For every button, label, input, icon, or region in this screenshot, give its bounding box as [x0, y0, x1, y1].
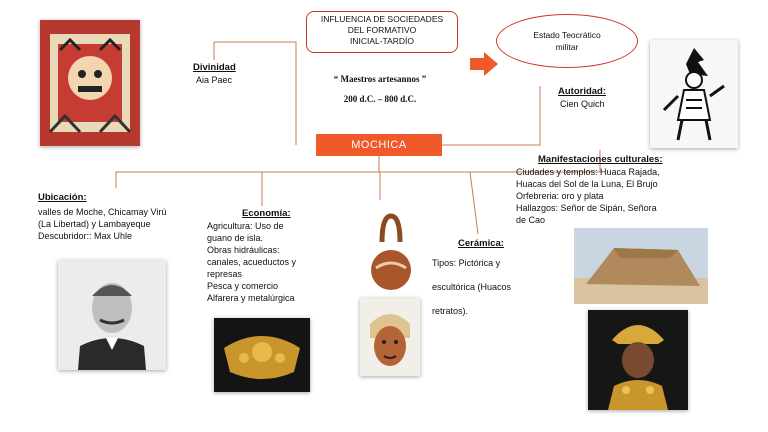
economia-line: guano de isla. [207, 233, 264, 243]
center-quote: “ Maestros artesannos ” [333, 74, 427, 84]
economia-line: Obras hidráulicas: [207, 245, 280, 255]
max-uhle-portrait-image [58, 260, 166, 370]
autoridad-text: Cien Quich [560, 99, 605, 109]
portrait-huaco-image [360, 298, 420, 376]
economia-text [207, 220, 325, 304]
ceramica-text [432, 251, 532, 323]
ubicacion-text [38, 206, 198, 242]
state-line: militar [555, 42, 579, 52]
ceramica-line: escultórica (Huacos [432, 282, 512, 292]
economia-line: Alfarera y metalúrgica [207, 293, 295, 303]
divinidad-text: Aia Paec [196, 75, 233, 85]
economia-heading: Economía: [242, 208, 291, 219]
divinidad-heading: Divinidad [193, 62, 236, 73]
cie-quich-drawing-image [650, 40, 738, 148]
manifestaciones-line: Ciudades y templos: Huaca Rajada, [516, 167, 660, 177]
aia-paec-textile-image [40, 20, 140, 146]
economia-line: Agricultura: Uso de [207, 221, 284, 231]
title-box [306, 11, 458, 53]
autoridad-heading: Autoridad: [558, 86, 607, 97]
ubicacion-line: (La Libertad) y Lambayeque [38, 219, 151, 229]
arrow-right-icon [470, 52, 498, 76]
manifestaciones-heading: Manifestaciones culturales: [538, 154, 663, 165]
mochica-label: MOCHICA [316, 134, 442, 156]
economia-line: canales, acueductos y [207, 257, 297, 267]
ubicacion-heading: Ubicación: [38, 192, 87, 203]
state-line: Estado Teocrático [533, 30, 601, 40]
center-dates: 200 d.C. – 800 d.C. [343, 94, 417, 104]
ceramica-line: Tipos: Pictórica y [432, 258, 501, 268]
economia-line: represas [207, 269, 243, 279]
title-line: INICIAL-TARDÍO [349, 36, 415, 46]
state-oval [496, 14, 638, 68]
gold-ornament-image [214, 318, 310, 392]
title-line: INFLUENCIA DE SOCIEDADES [320, 14, 444, 24]
ceramica-line: retratos). [432, 306, 469, 316]
manifestaciones-line: Orfebreria: oro y plata [516, 191, 604, 201]
economia-line: Pesca y comercio [207, 281, 279, 291]
ceramica-heading: Cerámica: [458, 238, 504, 249]
title-line: DEL FORMATIVO [347, 25, 417, 35]
stirrup-vessel-image [368, 212, 414, 294]
manifestaciones-line: Hallazgos: Señor de Sipán, Señora [516, 203, 657, 213]
manifestaciones-text [516, 166, 716, 226]
manifestaciones-line: de Cao [516, 215, 546, 225]
manifestaciones-line: Huacas del Sol de la Luna, El Brujo [516, 179, 658, 189]
senor-de-sipan-image [588, 310, 688, 410]
ubicacion-line: Descubridor:: Max Uhle [38, 231, 133, 241]
huaca-pyramid-image [574, 228, 708, 304]
ubicacion-line: valles de Moche, Chicamay Virú [38, 207, 167, 217]
